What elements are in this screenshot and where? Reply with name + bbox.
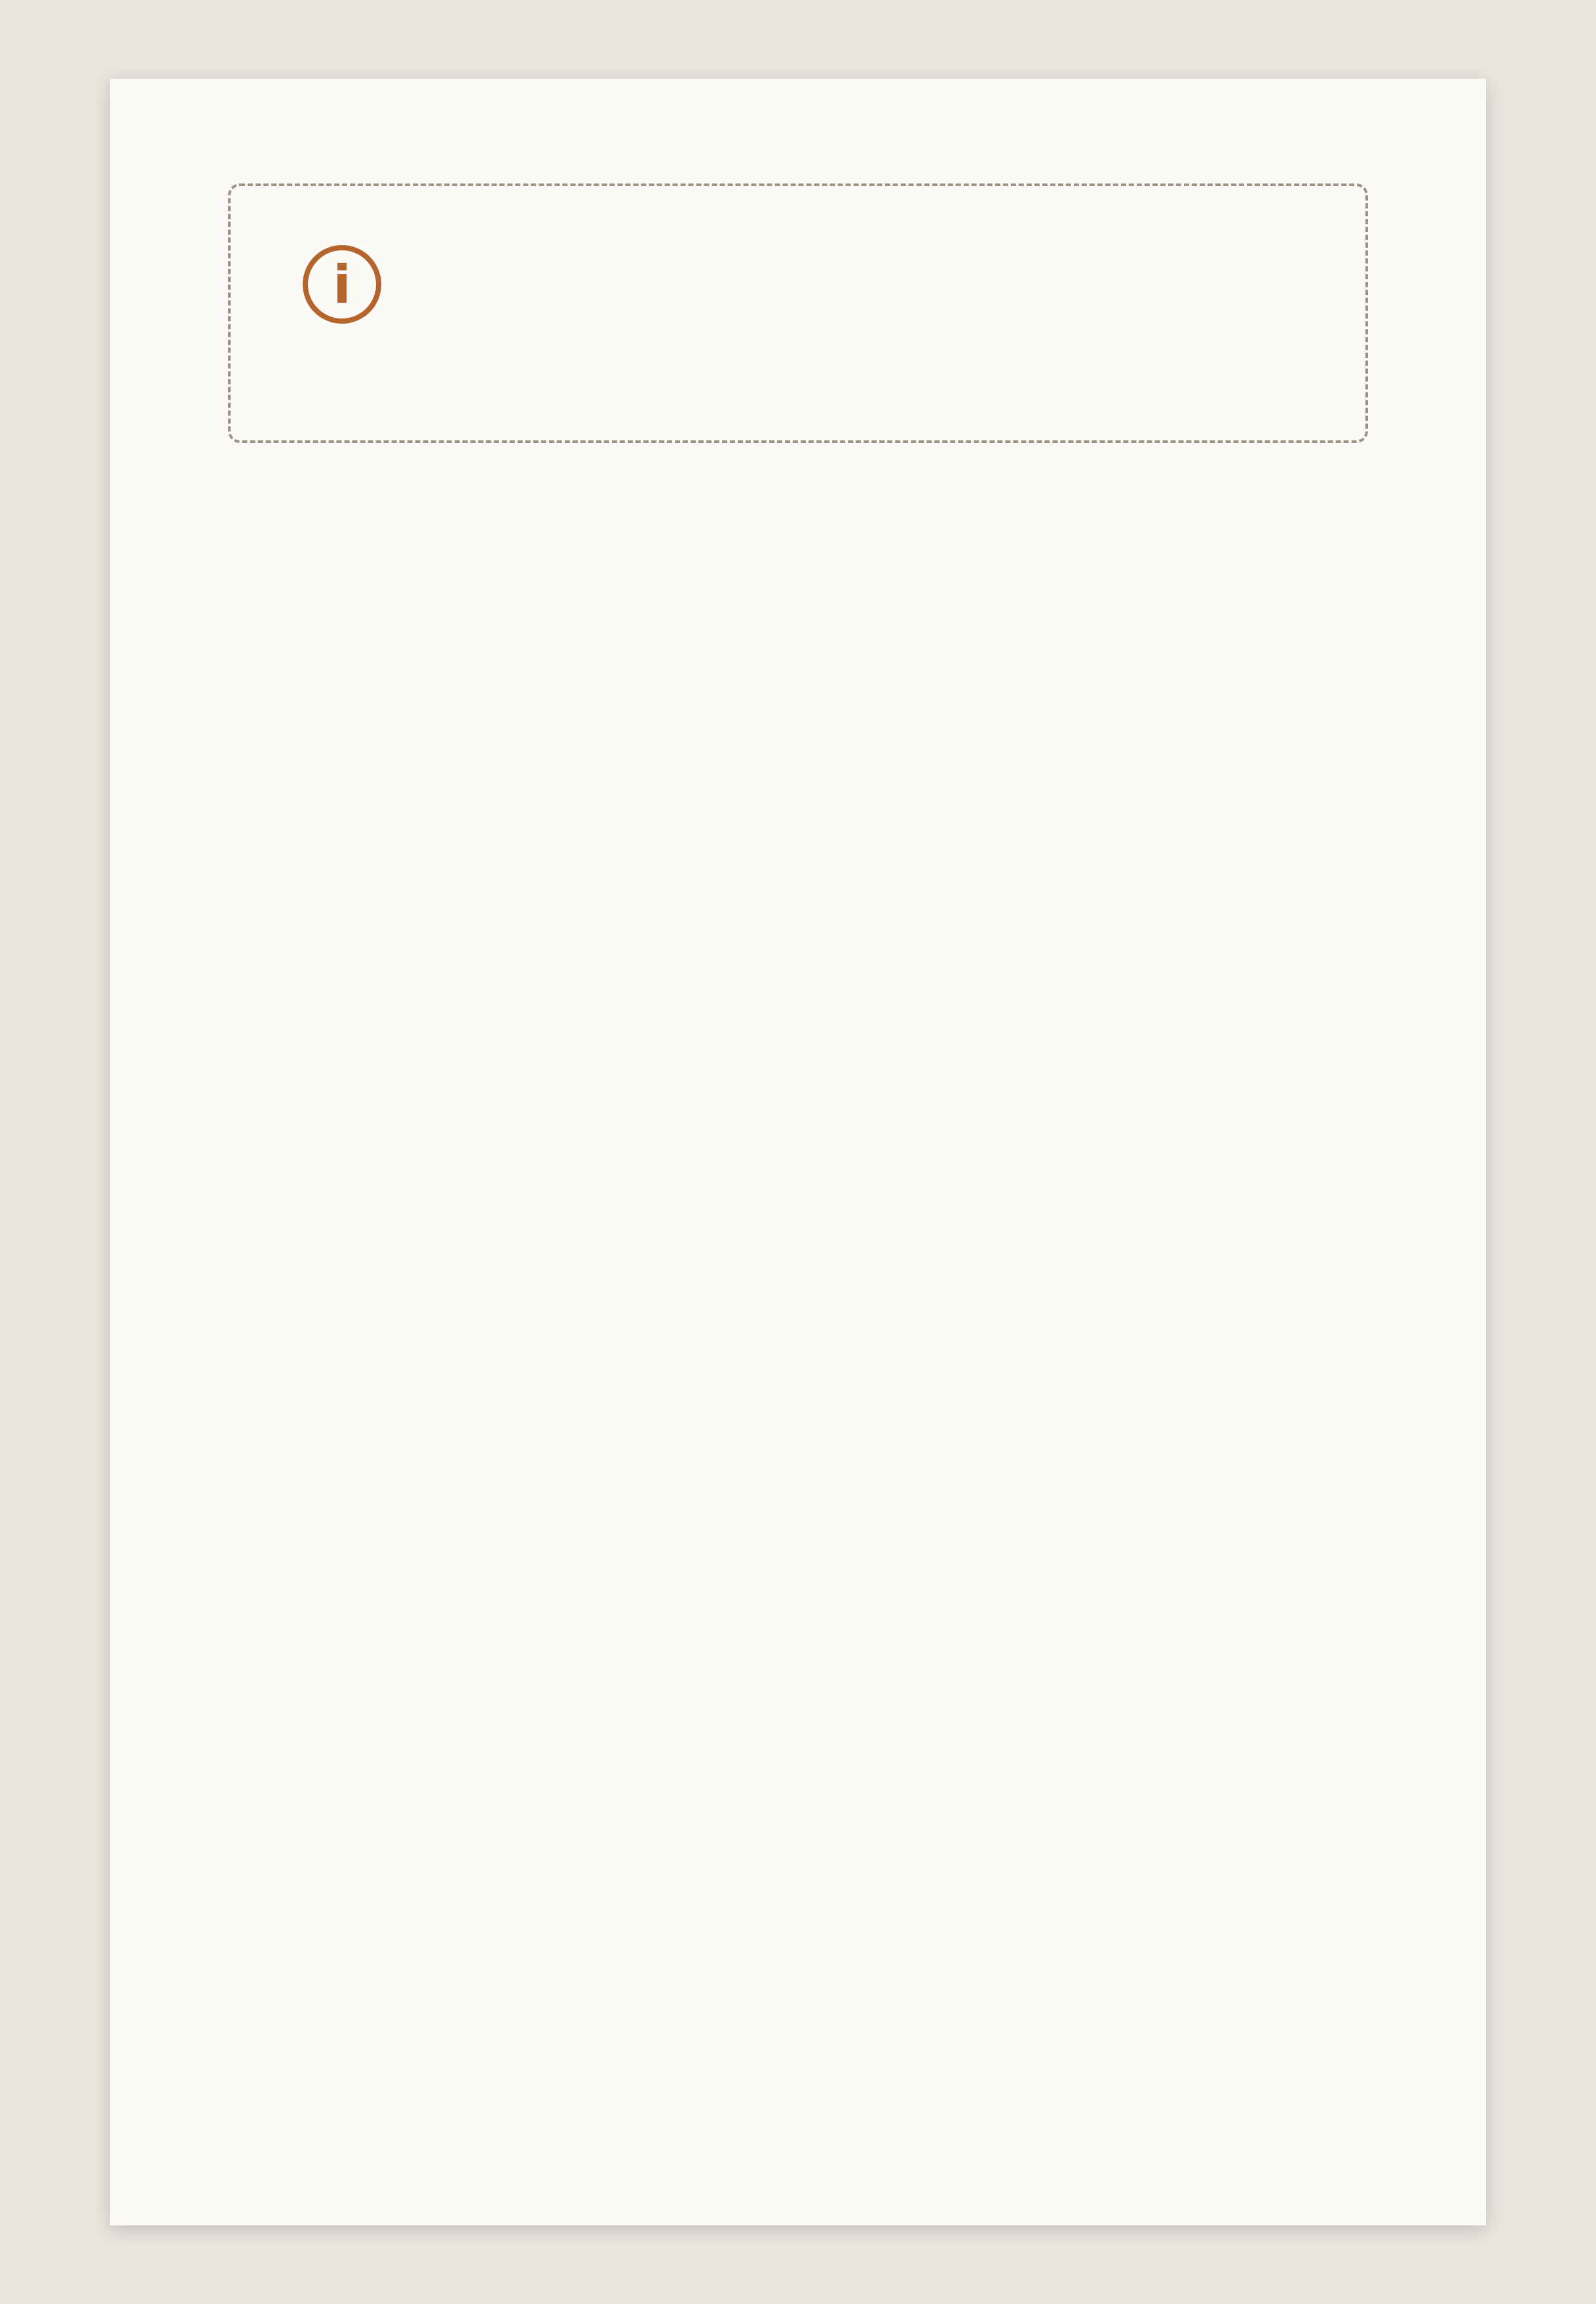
info-icon: i — [303, 245, 381, 324]
document-page — [110, 79, 1486, 2225]
empty-placeholder — [228, 183, 1368, 443]
